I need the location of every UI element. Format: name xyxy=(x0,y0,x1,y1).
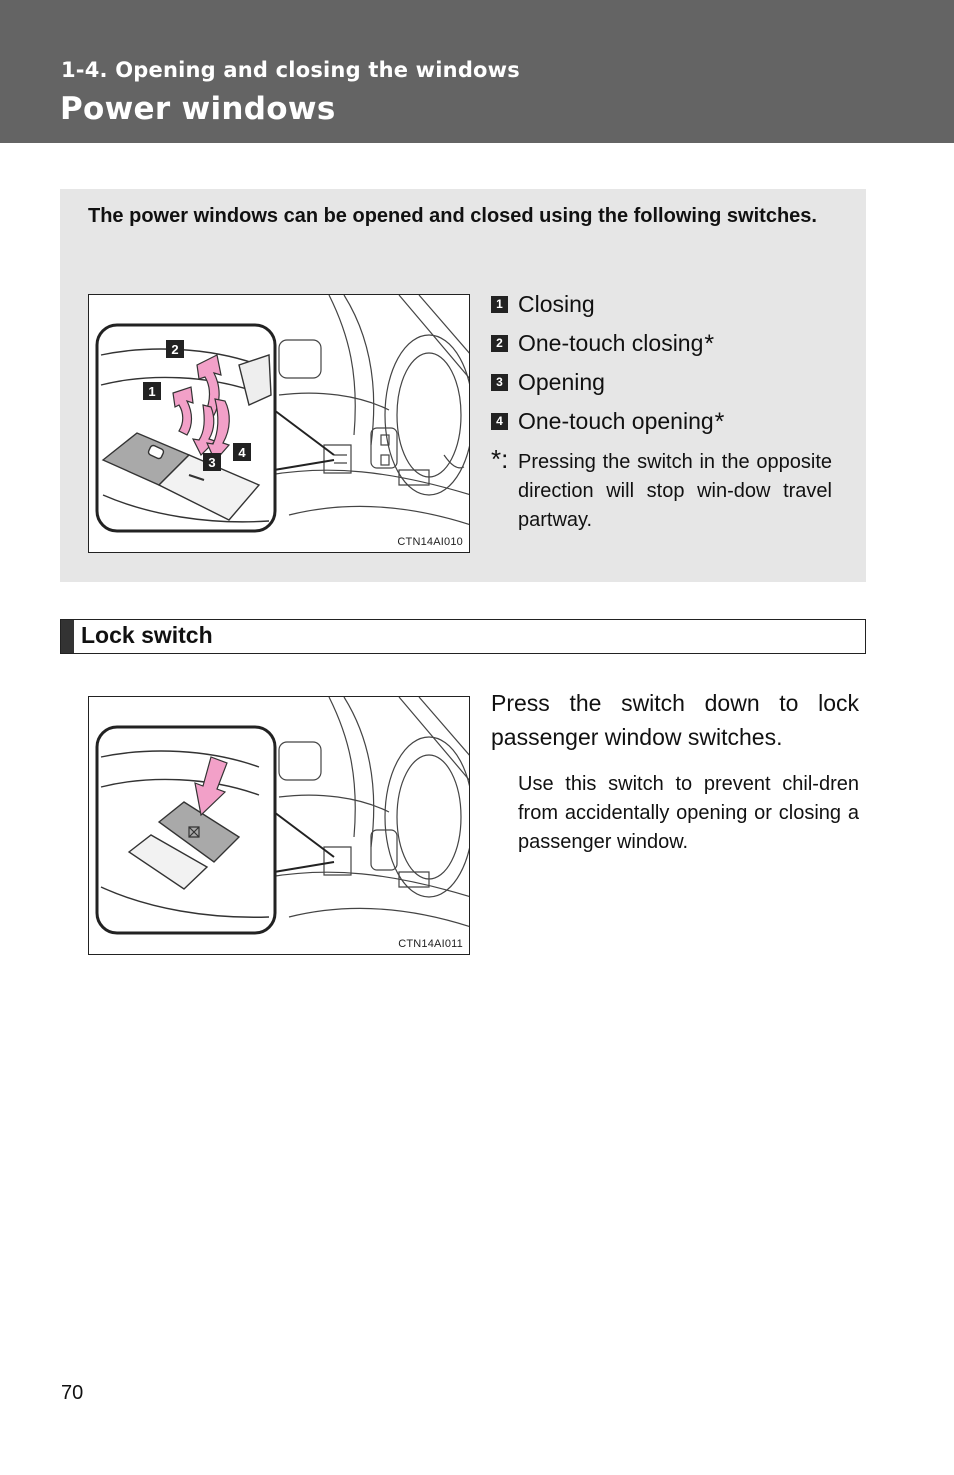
figure-code: CTN14AI011 xyxy=(398,938,463,950)
legend-item-one-touch-closing: 2 One-touch closing * xyxy=(491,324,836,363)
callout-label-4: 4 xyxy=(238,445,246,460)
callout-label-3: 3 xyxy=(208,455,216,470)
legend-item-closing xyxy=(491,285,836,324)
section-title: 1-4. Opening and closing the windows xyxy=(61,58,520,82)
page-number: 70 xyxy=(61,1382,84,1404)
switch-legend xyxy=(491,285,836,441)
legend-number: 1 xyxy=(491,296,508,313)
page-title: Power windows xyxy=(60,91,336,127)
lock-switch-note: Use this switch to prevent chil-dren from accidentally opening or closing a passenger window. xyxy=(518,773,859,853)
switch-diagram-graphic xyxy=(89,295,470,553)
footnote-text: Pressing the switch in the opposite direction will stop win-dow travel partway. xyxy=(518,451,832,531)
callout-label-1: 1 xyxy=(148,384,156,399)
lock-switch-instruction: Press the switch down to lock passenger window switches. xyxy=(491,690,859,750)
lock-switch-graphic xyxy=(89,697,470,955)
power-window-switch-illustration xyxy=(88,294,470,553)
legend-number: 2 xyxy=(491,335,508,352)
page-header xyxy=(0,0,954,143)
legend-number: 3 xyxy=(491,374,508,391)
legend-item-one-touch-opening: 4 One-touch opening * xyxy=(491,402,836,441)
legend-label: One-touch closing xyxy=(518,330,704,356)
legend-number: 4 xyxy=(491,413,508,430)
legend-label: Closing xyxy=(518,291,595,317)
intro-text: The power windows can be opened and closed using the following switches. xyxy=(88,205,817,227)
callout-label-2: 2 xyxy=(171,342,179,357)
heading-accent xyxy=(61,620,74,653)
legend-item-opening xyxy=(491,363,836,402)
footnote xyxy=(491,444,832,535)
footnote-mark: *: xyxy=(491,444,509,474)
lock-switch-illustration xyxy=(88,696,470,955)
legend-label: One-touch opening xyxy=(518,408,714,434)
legend-label: Opening xyxy=(518,369,605,395)
lock-switch-heading: Lock switch xyxy=(81,622,213,648)
lock-switch-heading-bar xyxy=(60,619,866,654)
figure-code: CTN14AI010 xyxy=(397,536,463,548)
